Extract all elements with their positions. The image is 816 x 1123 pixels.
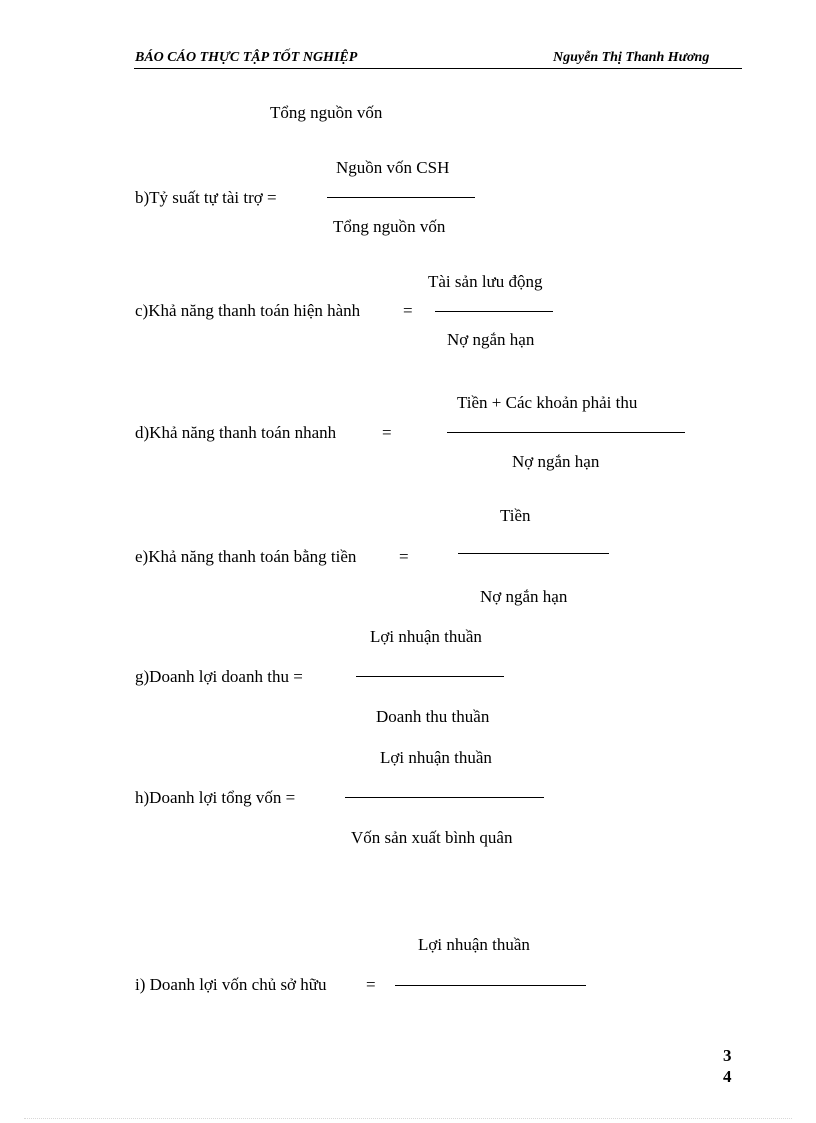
- formula-d-fraction-bar: [447, 432, 685, 433]
- formula-b-numerator: Nguồn vốn CSH: [336, 158, 450, 177]
- formula-e-numerator: Tiền: [500, 506, 531, 525]
- formula-e-fraction-bar: [458, 553, 609, 554]
- page-bottom-border: [24, 1118, 792, 1119]
- header-author: Nguyễn Thị Thanh Hương: [553, 50, 710, 65]
- formula-d-numerator: Tiền + Các khoản phải thu: [457, 393, 638, 412]
- formula-g-numerator: Lợi nhuận thuần: [370, 627, 482, 646]
- formula-g-denominator: Doanh thu thuần: [376, 707, 490, 726]
- formula-h-denominator: Vốn sản xuất bình quân: [351, 828, 513, 847]
- header-rule: [134, 68, 742, 69]
- formula-c-numerator: Tài sản lưu động: [428, 272, 543, 291]
- formula-b-denominator: Tổng nguồn vốn: [333, 217, 446, 236]
- formula-h-numerator: Lợi nhuận thuần: [380, 748, 492, 767]
- formula-c-denominator: Nợ ngắn hạn: [447, 330, 535, 349]
- formula-i-fraction-bar: [395, 985, 586, 986]
- formula-h-fraction-bar: [345, 797, 544, 798]
- formula-e-label: e)Khả năng thanh toán bằng tiền: [135, 547, 357, 566]
- formula-e-denominator: Nợ ngắn hạn: [480, 587, 568, 606]
- formula-i-equals: =: [366, 975, 376, 994]
- page-number-line2: 4: [723, 1067, 732, 1086]
- formula-d-label: d)Khả năng thanh toán nhanh: [135, 423, 337, 442]
- formula-i-numerator: Lợi nhuận thuần: [418, 935, 530, 954]
- formula-g-label: g)Doanh lợi doanh thu =: [135, 667, 303, 686]
- formula-b-fraction-bar: [327, 197, 475, 198]
- formula-c-fraction-bar: [435, 311, 553, 312]
- formula-e-equals: =: [399, 547, 409, 566]
- formula-d-equals: =: [382, 423, 392, 442]
- page-number-line1: 3: [723, 1046, 732, 1065]
- formula-h-label: h)Doanh lợi tổng vốn =: [135, 788, 296, 807]
- header-report-title: BÁO CÁO THỰC TẬP TỐT NGHIỆP: [135, 50, 358, 65]
- formula-c-equals: =: [403, 301, 413, 320]
- formula-c-label: c)Khả năng thanh toán hiện hành: [135, 301, 361, 320]
- formula-g-fraction-bar: [356, 676, 504, 677]
- carryover-denominator: Tổng nguồn vốn: [270, 103, 383, 122]
- formula-d-denominator: Nợ ngắn hạn: [512, 452, 600, 471]
- formula-b-label: b)Tỷ suất tự tài trợ =: [135, 188, 277, 207]
- formula-i-label: i) Doanh lợi vốn chủ sở hữu: [135, 975, 327, 994]
